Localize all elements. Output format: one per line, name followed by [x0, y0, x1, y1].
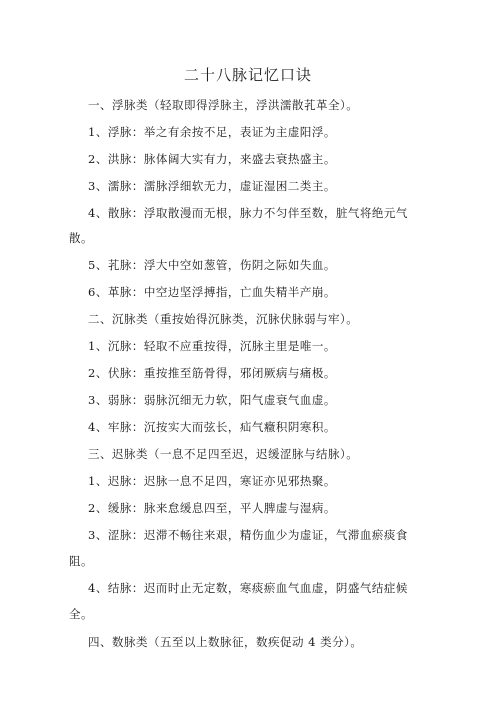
text-line: 3、濡脉：濡脉浮细软无力，虚证湿困二类主。	[88, 179, 336, 193]
text-line: 4、散脉：浮取散漫而无根，脉力不匀伴至数，脏气将绝元气	[88, 206, 408, 220]
document-title: 二十八脉记忆口诀	[183, 66, 312, 84]
text-line-continuation: 全。	[69, 607, 93, 621]
text-line: 1、迟脉：迟脉一息不足四，寒证亦见邪热聚。	[88, 474, 336, 488]
category-heading-rapid: 四、数脉类（五至以上数脉征，数疾促动 4 类分）。	[88, 635, 363, 649]
text-line: 1、浮脉：举之有余按不足，表证为主虚阳浮。	[88, 125, 336, 139]
category-heading-deep: 二、沉脉类（重按始得沉脉类，沉脉伏脉弱与牢）。	[88, 312, 359, 326]
text-line-continuation: 阻。	[69, 554, 93, 568]
category-heading-floating: 一、浮脉类（轻取即得浮脉主，浮洪濡散芤革全）。	[88, 98, 359, 112]
text-line: 2、洪脉：脉体阔大实有力，来盛去衰热盛主。	[88, 152, 336, 166]
text-line: 4、牢脉：沉按实大而弦长，疝气癥积阴寒积。	[88, 420, 336, 434]
text-line: 3、涩脉：迟滞不畅往来艰，精伤血少为虚证，气滞血瘀痰食	[88, 528, 408, 542]
category-heading-slow: 三、迟脉类（一息不足四至迟，迟缓涩脉与结脉）。	[88, 447, 359, 461]
text-line: 4、结脉：迟而时止无定数，寒痰瘀血气血虚，阴盛气结症候	[88, 581, 408, 595]
text-line-continuation: 散。	[69, 231, 93, 245]
text-line: 5、芤脉：浮大中空如葱管，伤阴之际如失血。	[88, 258, 336, 272]
text-line: 2、伏脉：重按推至筋骨得，邪闭厥病与痛极。	[88, 366, 336, 380]
text-line: 2、缓脉：脉来怠缓息四至，平人脾虚与湿病。	[88, 501, 336, 515]
text-line: 3、弱脉：弱脉沉细无力软，阳气虚衰气血虚。	[88, 393, 336, 407]
text-line: 1、沉脉：轻取不应重按得，沉脉主里是唯一。	[88, 339, 336, 353]
text-line: 6、革脉：中空边坚浮搏指，亡血失精半产崩。	[88, 285, 336, 299]
